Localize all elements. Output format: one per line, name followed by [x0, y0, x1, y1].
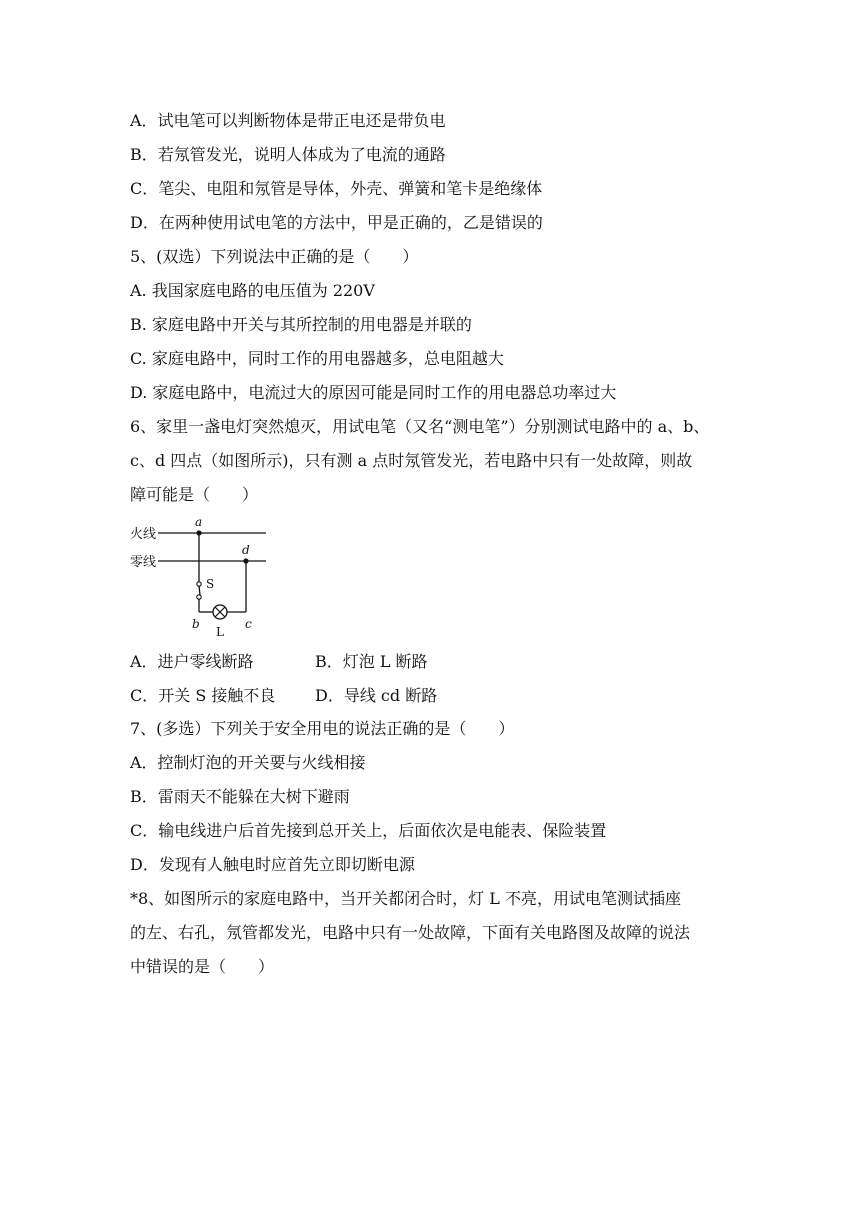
q5-option-c: C. 家庭电路中，同时工作的用电器越多，总电阻越大 [130, 349, 504, 368]
q6-options-row-1 [130, 651, 428, 673]
q5-option-a: A. 我国家庭电路的电压值为 220V [130, 281, 375, 300]
neutral-wire-label: 零线 [130, 555, 157, 570]
node-d [243, 558, 248, 563]
q5-stem: 5、(双选）下列说法中正确的是（ ） [130, 247, 419, 266]
point-a-label: a [195, 515, 203, 529]
q6-stem-line-1: 6、家里一盏电灯突然熄灭，用试电笔（又名“测电笔”）分别测试电路中的 a、b、 [130, 417, 710, 436]
switch-blade [199, 586, 200, 595]
point-c-label: c [245, 617, 252, 631]
q4-option-d: D．在两种使用试电笔的方法中，甲是正确的，乙是错误的 [130, 213, 543, 232]
q6-stem-line-3: 障可能是（ ） [130, 485, 259, 504]
q7-stem: 7、(多选）下列关于安全用电的说法正确的是（ ） [130, 719, 515, 738]
q8-stem-line-2: 的左、右孔，氖管都发光，电路中只有一处故障，下面有关电路图及故障的说法 [130, 923, 691, 942]
switch-bottom-contact [197, 595, 201, 599]
q6-option-d: D．导线 cd 断路 [315, 686, 438, 705]
q4-option-a: A．试电笔可以判断物体是带正电还是带负电 [130, 111, 446, 130]
point-b-label: b [192, 617, 200, 631]
q6-circuit-diagram [128, 512, 273, 642]
q5-option-b: B. 家庭电路中开关与其所控制的用电器是并联的 [130, 315, 472, 334]
q8-stem-line-3: 中错误的是（ ） [130, 957, 275, 976]
point-d-label: d [242, 543, 250, 557]
q6-stem-line-2: c、d 四点（如图所示)，只有测 a 点时氖管发光，若电路中只有一处故障，则故 [130, 451, 693, 470]
q6-option-b: B．灯泡 L 断路 [315, 652, 428, 671]
q6-option-a: A．进户零线断路 [130, 652, 254, 671]
live-wire-label: 火线 [130, 527, 157, 542]
q7-option-b: B．雷雨天不能躲在大树下避雨 [130, 787, 350, 806]
lamp-label: L [216, 625, 224, 639]
q4-option-c: C．笔尖、电阻和氖管是导体，外壳、弹簧和笔卡是绝缘体 [130, 179, 543, 198]
q6-options-row-2 [130, 685, 438, 707]
q5-option-d: D. 家庭电路中，电流过大的原因可能是同时工作的用电器总功率过大 [130, 383, 617, 402]
q4-option-b: B．若氖管发光，说明人体成为了电流的通路 [130, 145, 446, 164]
q6-option-c: C．开关 S 接触不良 [130, 686, 276, 705]
q7-option-d: D．发现有人触电时应首先立即切断电源 [130, 855, 415, 874]
q7-option-c: C．输电线进户后首先接到总开关上，后面依次是电能表、保险装置 [130, 821, 607, 840]
q7-option-a: A．控制灯泡的开关要与火线相接 [130, 753, 366, 772]
switch-top-contact [197, 582, 201, 586]
switch-label: S [206, 577, 215, 591]
q8-stem-line-1: *8、如图所示的家庭电路中，当开关都闭合时，灯 L 不亮，用试电笔测试插座 [130, 889, 681, 908]
